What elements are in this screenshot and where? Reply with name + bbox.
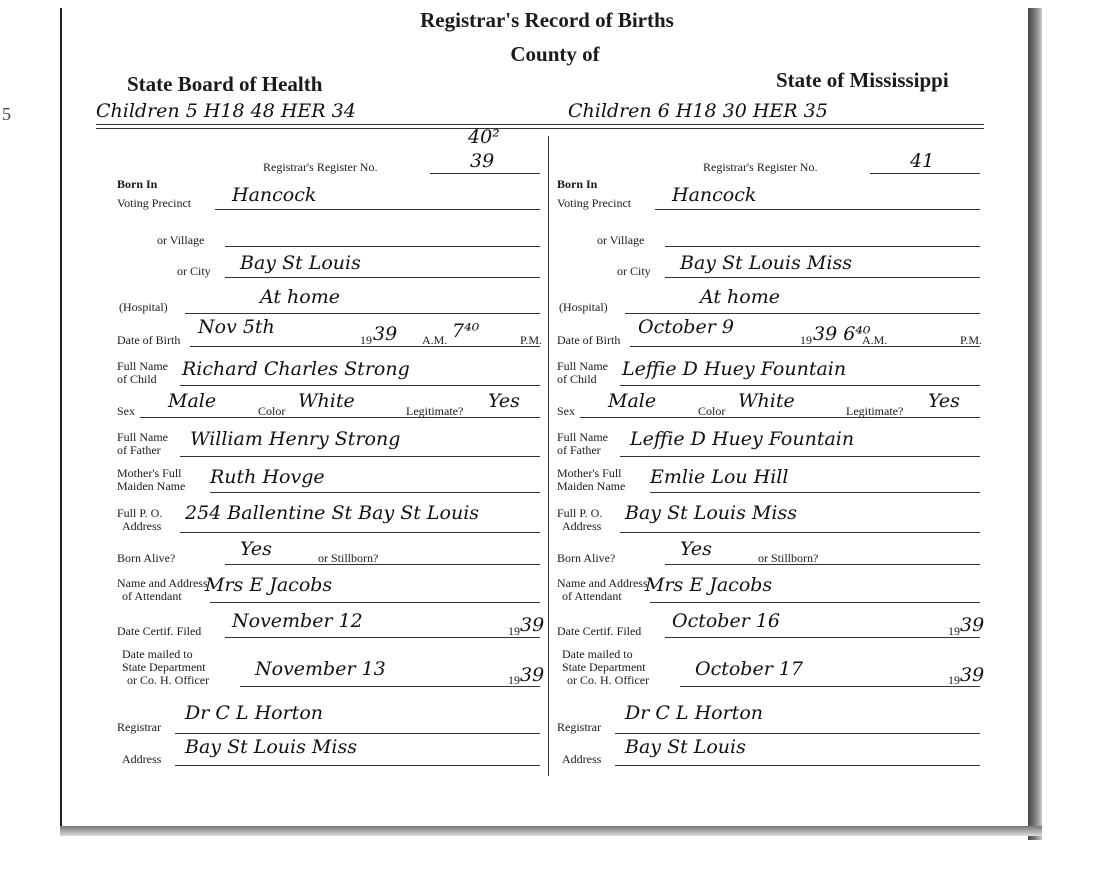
attendant-value: Mrs E Jacobs <box>645 574 773 596</box>
full-po-label: Full P. O. <box>557 506 603 520</box>
mailed-year-prefix-label: 19 <box>948 673 960 687</box>
voting-precinct-value: Hancock <box>672 184 757 206</box>
registrar-line <box>175 733 540 734</box>
document-title: Registrar's Record of Births <box>420 8 674 32</box>
voting-precinct-label: Voting Precinct <box>557 196 632 210</box>
father-name-value: William Henry Strong <box>190 428 401 450</box>
father-name-value: Leffie D Huey Fountain <box>630 428 855 450</box>
born-alive-value: Yes <box>240 538 272 560</box>
registrar-address-line <box>615 765 980 766</box>
certif-year-prefix-label: 19 <box>948 624 960 638</box>
color-label: Color <box>698 404 726 418</box>
state-heading: State of Mississippi <box>776 68 949 92</box>
year-prefix-label: 19 <box>360 333 372 347</box>
born-alive-line <box>225 564 540 565</box>
sex-line <box>580 417 980 418</box>
legitimate-value: Yes <box>928 390 960 412</box>
sex-value: Male <box>168 390 217 412</box>
mailed-line <box>240 686 540 687</box>
state-department-label: State Department <box>562 660 646 674</box>
name-address-attendant-label: Name and Address <box>557 576 648 590</box>
or-village-line <box>665 246 980 247</box>
color-value: White <box>738 390 795 412</box>
or-city-value: Bay St Louis Miss <box>680 252 852 274</box>
legitimate-value: Yes <box>488 390 520 412</box>
child-name-value: Leffie D Huey Fountain <box>622 358 847 380</box>
registrar-address-label: Address <box>562 752 602 766</box>
mother-maiden-value: Emlie Lou Hill <box>650 466 789 488</box>
page-edge-shadow <box>1028 8 1042 840</box>
registrar-value: Dr C L Horton <box>625 702 763 724</box>
certif-filed-line <box>665 637 980 638</box>
voting-precinct-label: Voting Precinct <box>117 196 192 210</box>
born-alive-line <box>665 564 980 565</box>
address-label: Address <box>562 519 602 533</box>
registrar-label: Registrar <box>117 720 161 734</box>
register-no-label: Registrar's Register No. <box>263 160 378 174</box>
mother-maiden-value: Ruth Hovge <box>210 466 325 488</box>
full-name-child-label: Full Name <box>557 359 608 373</box>
father-name-line <box>180 456 540 457</box>
address-label: Address <box>122 519 162 533</box>
full-po-label: Full P. O. <box>117 506 163 520</box>
of-father-label: of Father <box>117 443 161 457</box>
state-department-label: State Department <box>122 660 206 674</box>
dob-year-value: 39 6⁴⁰ <box>813 323 871 345</box>
child-name-line <box>180 385 540 386</box>
page-bottom-shadow <box>60 826 1042 836</box>
sex-label: Sex <box>117 404 135 418</box>
date-certif-filed-label: Date Certif. Filed <box>557 624 642 638</box>
registrar-label: Registrar <box>557 720 601 734</box>
color-value: White <box>298 390 355 412</box>
full-name-child-label: Full Name <box>117 359 168 373</box>
co-h-officer-label: or Co. H. Officer <box>567 673 650 687</box>
attendant-value: Mrs E Jacobs <box>205 574 333 596</box>
register-no-value: 41 <box>910 150 935 172</box>
registrar-value: Dr C L Horton <box>185 702 323 724</box>
mailed-value: November 13 <box>255 658 386 680</box>
of-child-label: of Child <box>117 372 157 386</box>
pm-label: P.M. <box>960 333 983 347</box>
mailed-year-prefix-label: 19 <box>508 673 520 687</box>
sex-value: Male <box>608 390 657 412</box>
registrar-line <box>615 733 980 734</box>
pm-label: P.M. <box>520 333 543 347</box>
hospital-line <box>625 313 980 314</box>
certif-year-prefix-label: 19 <box>508 624 520 638</box>
legitimate-label: Legitimate? <box>846 404 904 418</box>
po-address-value: 254 Ballentine St Bay St Louis <box>185 502 480 524</box>
born-in-label: Born In <box>117 177 158 191</box>
header-rule-2 <box>96 128 984 129</box>
certif-filed-line <box>225 637 540 638</box>
certif-year-value: 39 <box>960 614 985 636</box>
co-h-officer-label: or Co. H. Officer <box>127 673 210 687</box>
column-divider <box>548 136 549 776</box>
date-mailed-label: Date mailed to <box>562 647 633 661</box>
am-label: A.M. <box>862 333 888 347</box>
registrar-address-value: Bay St Louis <box>625 736 746 758</box>
am-label: A.M. <box>422 333 448 347</box>
of-child-label: of Child <box>557 372 597 386</box>
or-city-line <box>665 277 980 278</box>
color-label: Color <box>258 404 286 418</box>
father-name-line <box>620 456 980 457</box>
children-note-left: Children 5 H18 48 HER 34 <box>96 100 356 122</box>
attendant-line <box>210 602 540 603</box>
mailed-year-value: 39 <box>960 664 985 686</box>
po-address-value: Bay St Louis Miss <box>625 502 797 524</box>
dob-time-value: 7⁴⁰ <box>452 320 480 342</box>
mother-maiden-line <box>210 492 540 493</box>
date-mailed-label: Date mailed to <box>122 647 193 661</box>
header-rule <box>96 124 984 125</box>
full-name-father-label: Full Name <box>117 430 168 444</box>
attendant-line <box>650 602 980 603</box>
sex-label: Sex <box>557 404 575 418</box>
certif-filed-value: October 16 <box>672 610 780 632</box>
or-village-label: or Village <box>597 233 645 247</box>
sex-line <box>140 417 540 418</box>
born-in-label: Born In <box>557 177 598 191</box>
mailed-value: October 17 <box>695 658 803 680</box>
dob-day-value: October 9 <box>638 316 734 338</box>
voting-precinct-line <box>215 209 540 210</box>
maiden-name-label: Maiden Name <box>557 479 626 493</box>
mothers-full-label: Mother's Full <box>117 466 182 480</box>
hospital-label: (Hospital) <box>119 300 168 314</box>
full-name-father-label: Full Name <box>557 430 608 444</box>
or-city-line <box>225 277 540 278</box>
po-address-line <box>180 532 540 533</box>
certif-filed-value: November 12 <box>232 610 363 632</box>
hospital-line <box>185 313 540 314</box>
voting-precinct-value: Hancock <box>232 184 317 206</box>
child-name-line <box>620 385 980 386</box>
born-alive-label: Born Alive? <box>557 551 616 565</box>
child-name-value: Richard Charles Strong <box>182 358 410 380</box>
margin-mark: 5 <box>2 104 11 124</box>
or-village-line <box>225 246 540 247</box>
registrar-address-line <box>175 765 540 766</box>
year-prefix-label: 19 <box>800 333 812 347</box>
born-alive-value: Yes <box>680 538 712 560</box>
of-attendant-label: of Attendant <box>122 589 182 603</box>
hospital-value: At home <box>700 286 780 308</box>
or-city-label: or City <box>617 264 651 278</box>
registrar-address-label: Address <box>122 752 162 766</box>
date-of-birth-label: Date of Birth <box>117 333 181 347</box>
or-stillborn-label: or Stillborn? <box>318 551 379 565</box>
register-no-line <box>430 173 540 174</box>
or-stillborn-label: or Stillborn? <box>758 551 819 565</box>
register-no-value: 39 <box>470 150 495 172</box>
dob-day-value: Nov 5th <box>198 316 275 338</box>
register-no-line <box>870 173 980 174</box>
or-city-value: Bay St Louis <box>240 252 361 274</box>
of-father-label: of Father <box>557 443 601 457</box>
dob-year-value: 39 <box>373 323 398 345</box>
born-alive-label: Born Alive? <box>117 551 176 565</box>
maiden-name-label: Maiden Name <box>117 479 186 493</box>
mailed-year-value: 39 <box>520 664 545 686</box>
mothers-full-label: Mother's Full <box>557 466 622 480</box>
or-village-label: or Village <box>157 233 205 247</box>
children-note-right: Children 6 H18 30 HER 35 <box>568 100 828 122</box>
voting-precinct-line <box>655 209 980 210</box>
registrar-address-value: Bay St Louis Miss <box>185 736 357 758</box>
legitimate-label: Legitimate? <box>406 404 464 418</box>
state-board-heading: State Board of Health <box>127 72 323 96</box>
certif-year-value: 39 <box>520 614 545 636</box>
hospital-label: (Hospital) <box>559 300 608 314</box>
or-city-label: or City <box>177 264 211 278</box>
register-no-label: Registrar's Register No. <box>703 160 818 174</box>
register-no-top-value: 40² <box>468 126 500 148</box>
of-attendant-label: of Attendant <box>562 589 622 603</box>
hospital-value: At home <box>260 286 340 308</box>
mailed-line <box>680 686 980 687</box>
po-address-line <box>620 532 980 533</box>
date-of-birth-label: Date of Birth <box>557 333 621 347</box>
name-address-attendant-label: Name and Address <box>117 576 208 590</box>
date-certif-filed-label: Date Certif. Filed <box>117 624 202 638</box>
county-heading: County of <box>510 42 600 66</box>
mother-maiden-line <box>650 492 980 493</box>
